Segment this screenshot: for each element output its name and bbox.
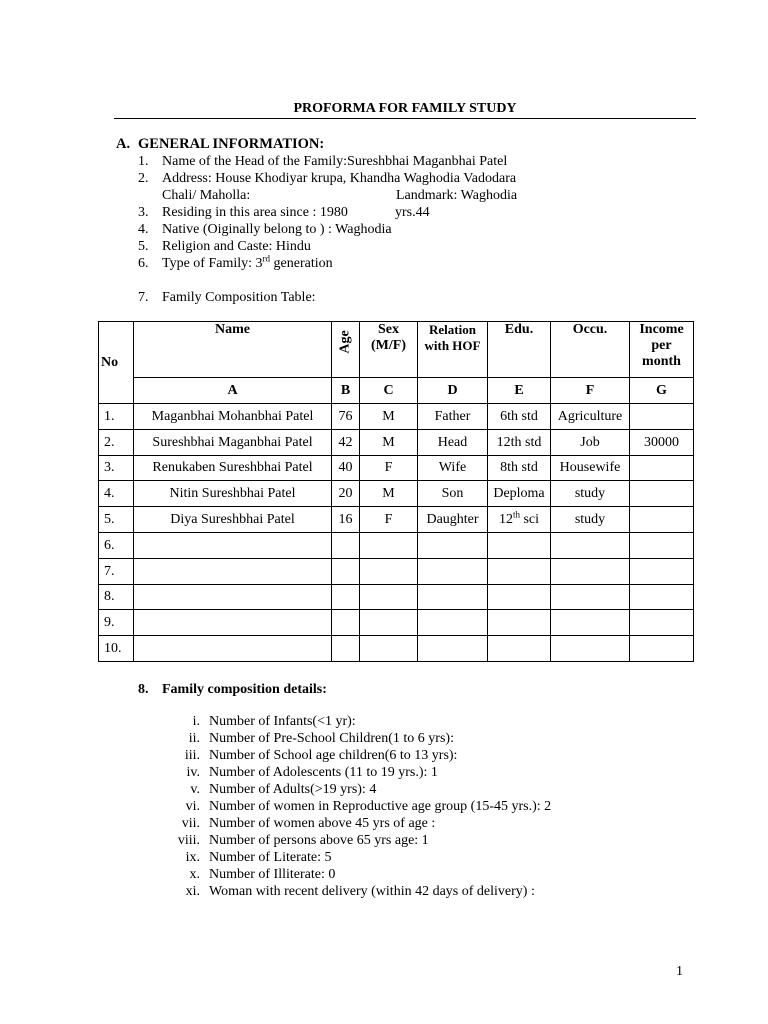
table-letter-row [99,378,694,404]
cell-age [332,532,360,558]
letter-c: C [360,378,418,404]
list-item [150,832,710,849]
cell-income [630,636,694,662]
cell-relation: Father [418,404,488,430]
cell-income [630,532,694,558]
item-number: 3. [138,205,149,220]
residing-since: Residing in this area since : 1980 [162,205,348,220]
cell-relation: Wife [418,455,488,481]
cell-name [134,610,332,636]
cell-sex [360,610,418,636]
cell-no: 2. [99,429,134,455]
table-row [99,610,694,636]
item-number: 7. [138,290,149,305]
page-number: 1 [676,964,683,979]
cell-relation [418,584,488,610]
table-row [99,532,694,558]
item-number: vii. [181,816,200,831]
landmark: Landmark: Waghodia [396,188,518,203]
cell-age: 76 [332,404,360,430]
cell-relation [418,532,488,558]
table-row [99,584,694,610]
cell-income [630,558,694,584]
family-type-text: Type of Family: 3 [162,256,263,271]
cell-no: 3. [99,455,134,481]
cell-no: 6. [99,532,134,558]
list-item [150,849,710,866]
cell-income: 30000 [630,429,694,455]
cell-age [332,636,360,662]
detail-text: Number of School age children(6 to 13 yrs): [209,748,458,763]
cell-name: Diya Sureshbhai Patel [134,507,332,533]
item-number: 6. [138,256,149,271]
list-item [138,238,698,255]
detail-text: Number of Infants(<1 yr): [209,714,356,729]
item-number: 1. [138,154,149,169]
cell-relation [418,610,488,636]
list-item [150,730,710,747]
cell-name [134,532,332,558]
cell-edu: 6th std [488,404,551,430]
cell-edu [488,558,551,584]
cell-no: 9. [99,610,134,636]
list-item [138,221,698,238]
cell-edu-suffix: sci [519,512,540,528]
list-item [150,747,710,764]
cell-no: 10. [99,636,134,662]
letter-d: D [418,378,488,404]
cell-name: Nitin Sureshbhai Patel [134,481,332,507]
cell-age [332,610,360,636]
page-title: PROFORMA FOR FAMILY STUDY [114,100,696,119]
section-a-letter: A. [116,136,131,152]
cell-sex [360,584,418,610]
cell-relation: Daughter [418,507,488,533]
section-8-heading [138,681,327,698]
cell-occu [551,636,630,662]
item-number: v. [190,782,200,797]
cell-income [630,610,694,636]
cell-occu: study [551,507,630,533]
general-info-list [138,153,698,306]
letter-e: E [488,378,551,404]
header-no: No [99,322,134,404]
header-relation [418,322,488,378]
list-item [138,187,698,204]
header-age [332,322,360,378]
header-income [630,322,694,378]
cell-edu-text: 12 [498,512,513,528]
head-of-family: Name of the Head of the Family:Sureshbhai Maganbhai Patel [162,154,508,169]
header-name: Name [134,322,332,378]
cell-age: 42 [332,429,360,455]
list-item [150,798,710,815]
table-row [99,507,694,533]
cell-edu [488,610,551,636]
list-item [138,204,698,221]
cell-occu [551,610,630,636]
cell-edu: 8th std [488,455,551,481]
residing-years: yrs.44 [395,205,430,220]
item-number: ii. [188,731,200,746]
cell-age [332,584,360,610]
table-header-row [99,322,694,378]
item-number: x. [189,867,200,882]
list-item [138,170,698,187]
cell-name [134,584,332,610]
cell-relation: Head [418,429,488,455]
item-number: xi. [185,884,200,899]
item-number: ix. [185,850,200,865]
list-item [138,153,698,170]
family-composition-table [98,321,694,662]
table-row [99,429,694,455]
cell-sex [360,636,418,662]
letter-b: B [332,378,360,404]
cell-occu: study [551,481,630,507]
cell-sex: F [360,507,418,533]
cell-name: Renukaben Sureshbhai Patel [134,455,332,481]
letter-a: A [134,378,332,404]
item-number: 5. [138,239,149,254]
header-age-label: Age [337,330,353,354]
cell-occu [551,532,630,558]
cell-edu: Deploma [488,481,551,507]
cell-no: 8. [99,584,134,610]
table-row [99,455,694,481]
cell-income [630,584,694,610]
detail-text: Number of persons above 65 yrs age: 1 [209,833,429,848]
section-8-title: Family composition details: [162,682,327,697]
cell-name [134,558,332,584]
cell-income [630,507,694,533]
list-item [150,764,710,781]
cell-sex: F [360,455,418,481]
header-occu: Occu. [551,322,630,378]
family-type [162,255,333,272]
cell-no: 4. [99,481,134,507]
cell-sex [360,558,418,584]
chali-maholla: Chali/ Maholla: [162,188,251,203]
list-item [138,255,698,272]
family-composition-label: Family Composition Table: [162,290,316,305]
cell-edu [488,532,551,558]
detail-text: Number of Illiterate: 0 [209,867,336,882]
cell-age: 16 [332,507,360,533]
table-row [99,404,694,430]
list-item [150,866,710,883]
cell-edu-sup: th [512,509,520,520]
detail-text: Number of Adolescents (11 to 19 yrs.): 1 [209,765,438,780]
detail-text: Number of Pre-School Children(1 to 6 yrs): [209,731,454,746]
cell-occu [551,558,630,584]
cell-name: Maganbhai Mohanbhai Patel [134,404,332,430]
cell-sex [360,532,418,558]
composition-details-list [150,713,710,900]
list-item [138,289,698,306]
section-a-heading [116,136,324,153]
address: Address: House Khodiyar krupa, Khandha Waghodia Vadodara [162,171,517,186]
cell-income [630,404,694,430]
family-type-sup: rd [262,253,271,264]
cell-relation: Son [418,481,488,507]
item-number: 2. [138,171,149,186]
header-income-label: Income per month [639,322,684,369]
religion-caste: Religion and Caste: Hindu [162,239,311,254]
table-row [99,481,694,507]
table-row [99,558,694,584]
cell-edu [488,507,551,533]
item-number: vi. [185,799,200,814]
cell-sex: M [360,429,418,455]
cell-occu: Job [551,429,630,455]
cell-no: 1. [99,404,134,430]
list-item [150,815,710,832]
cell-edu [488,636,551,662]
detail-text: Number of Adults(>19 yrs): 4 [209,782,377,797]
letter-f: F [551,378,630,404]
cell-age: 20 [332,481,360,507]
cell-edu: 12th std [488,429,551,455]
section-a-title: GENERAL INFORMATION: [138,136,325,152]
list-item [150,883,710,900]
cell-name [134,636,332,662]
item-number: 4. [138,222,149,237]
detail-text: Number of women in Reproductive age group (15-45 yrs.): 2 [209,799,552,814]
cell-occu: Agriculture [551,404,630,430]
cell-no: 5. [99,507,134,533]
item-number: i. [192,714,200,729]
cell-edu [488,584,551,610]
header-sex [360,322,418,378]
cell-occu: Housewife [551,455,630,481]
section-8-number: 8. [138,682,149,697]
list-item [150,781,710,798]
detail-text: Number of women above 45 yrs of age : [209,816,436,831]
detail-text: Number of Literate: 5 [209,850,332,865]
table-row [99,636,694,662]
spacer [138,272,698,289]
letter-g: G [630,378,694,404]
item-number: viii. [177,833,200,848]
cell-name: Sureshbhai Maganbhai Patel [134,429,332,455]
header-edu: Edu. [488,322,551,378]
header-relation-label: Relation with HOF [424,322,481,353]
detail-text: Woman with recent delivery (within 42 days of delivery) : [209,884,535,899]
cell-age [332,558,360,584]
cell-sex: M [360,404,418,430]
cell-income [630,455,694,481]
cell-income [630,481,694,507]
native-place: Native (Oiginally belong to ) : Waghodia [162,222,392,237]
cell-relation [418,558,488,584]
cell-sex: M [360,481,418,507]
item-number: iii. [184,748,200,763]
cell-no: 7. [99,558,134,584]
cell-occu [551,584,630,610]
item-number: iv. [186,765,200,780]
cell-relation [418,636,488,662]
list-item [150,713,710,730]
family-type-suffix: generation [270,256,333,271]
cell-age: 40 [332,455,360,481]
header-sex-label: Sex (M/F) [371,322,406,353]
